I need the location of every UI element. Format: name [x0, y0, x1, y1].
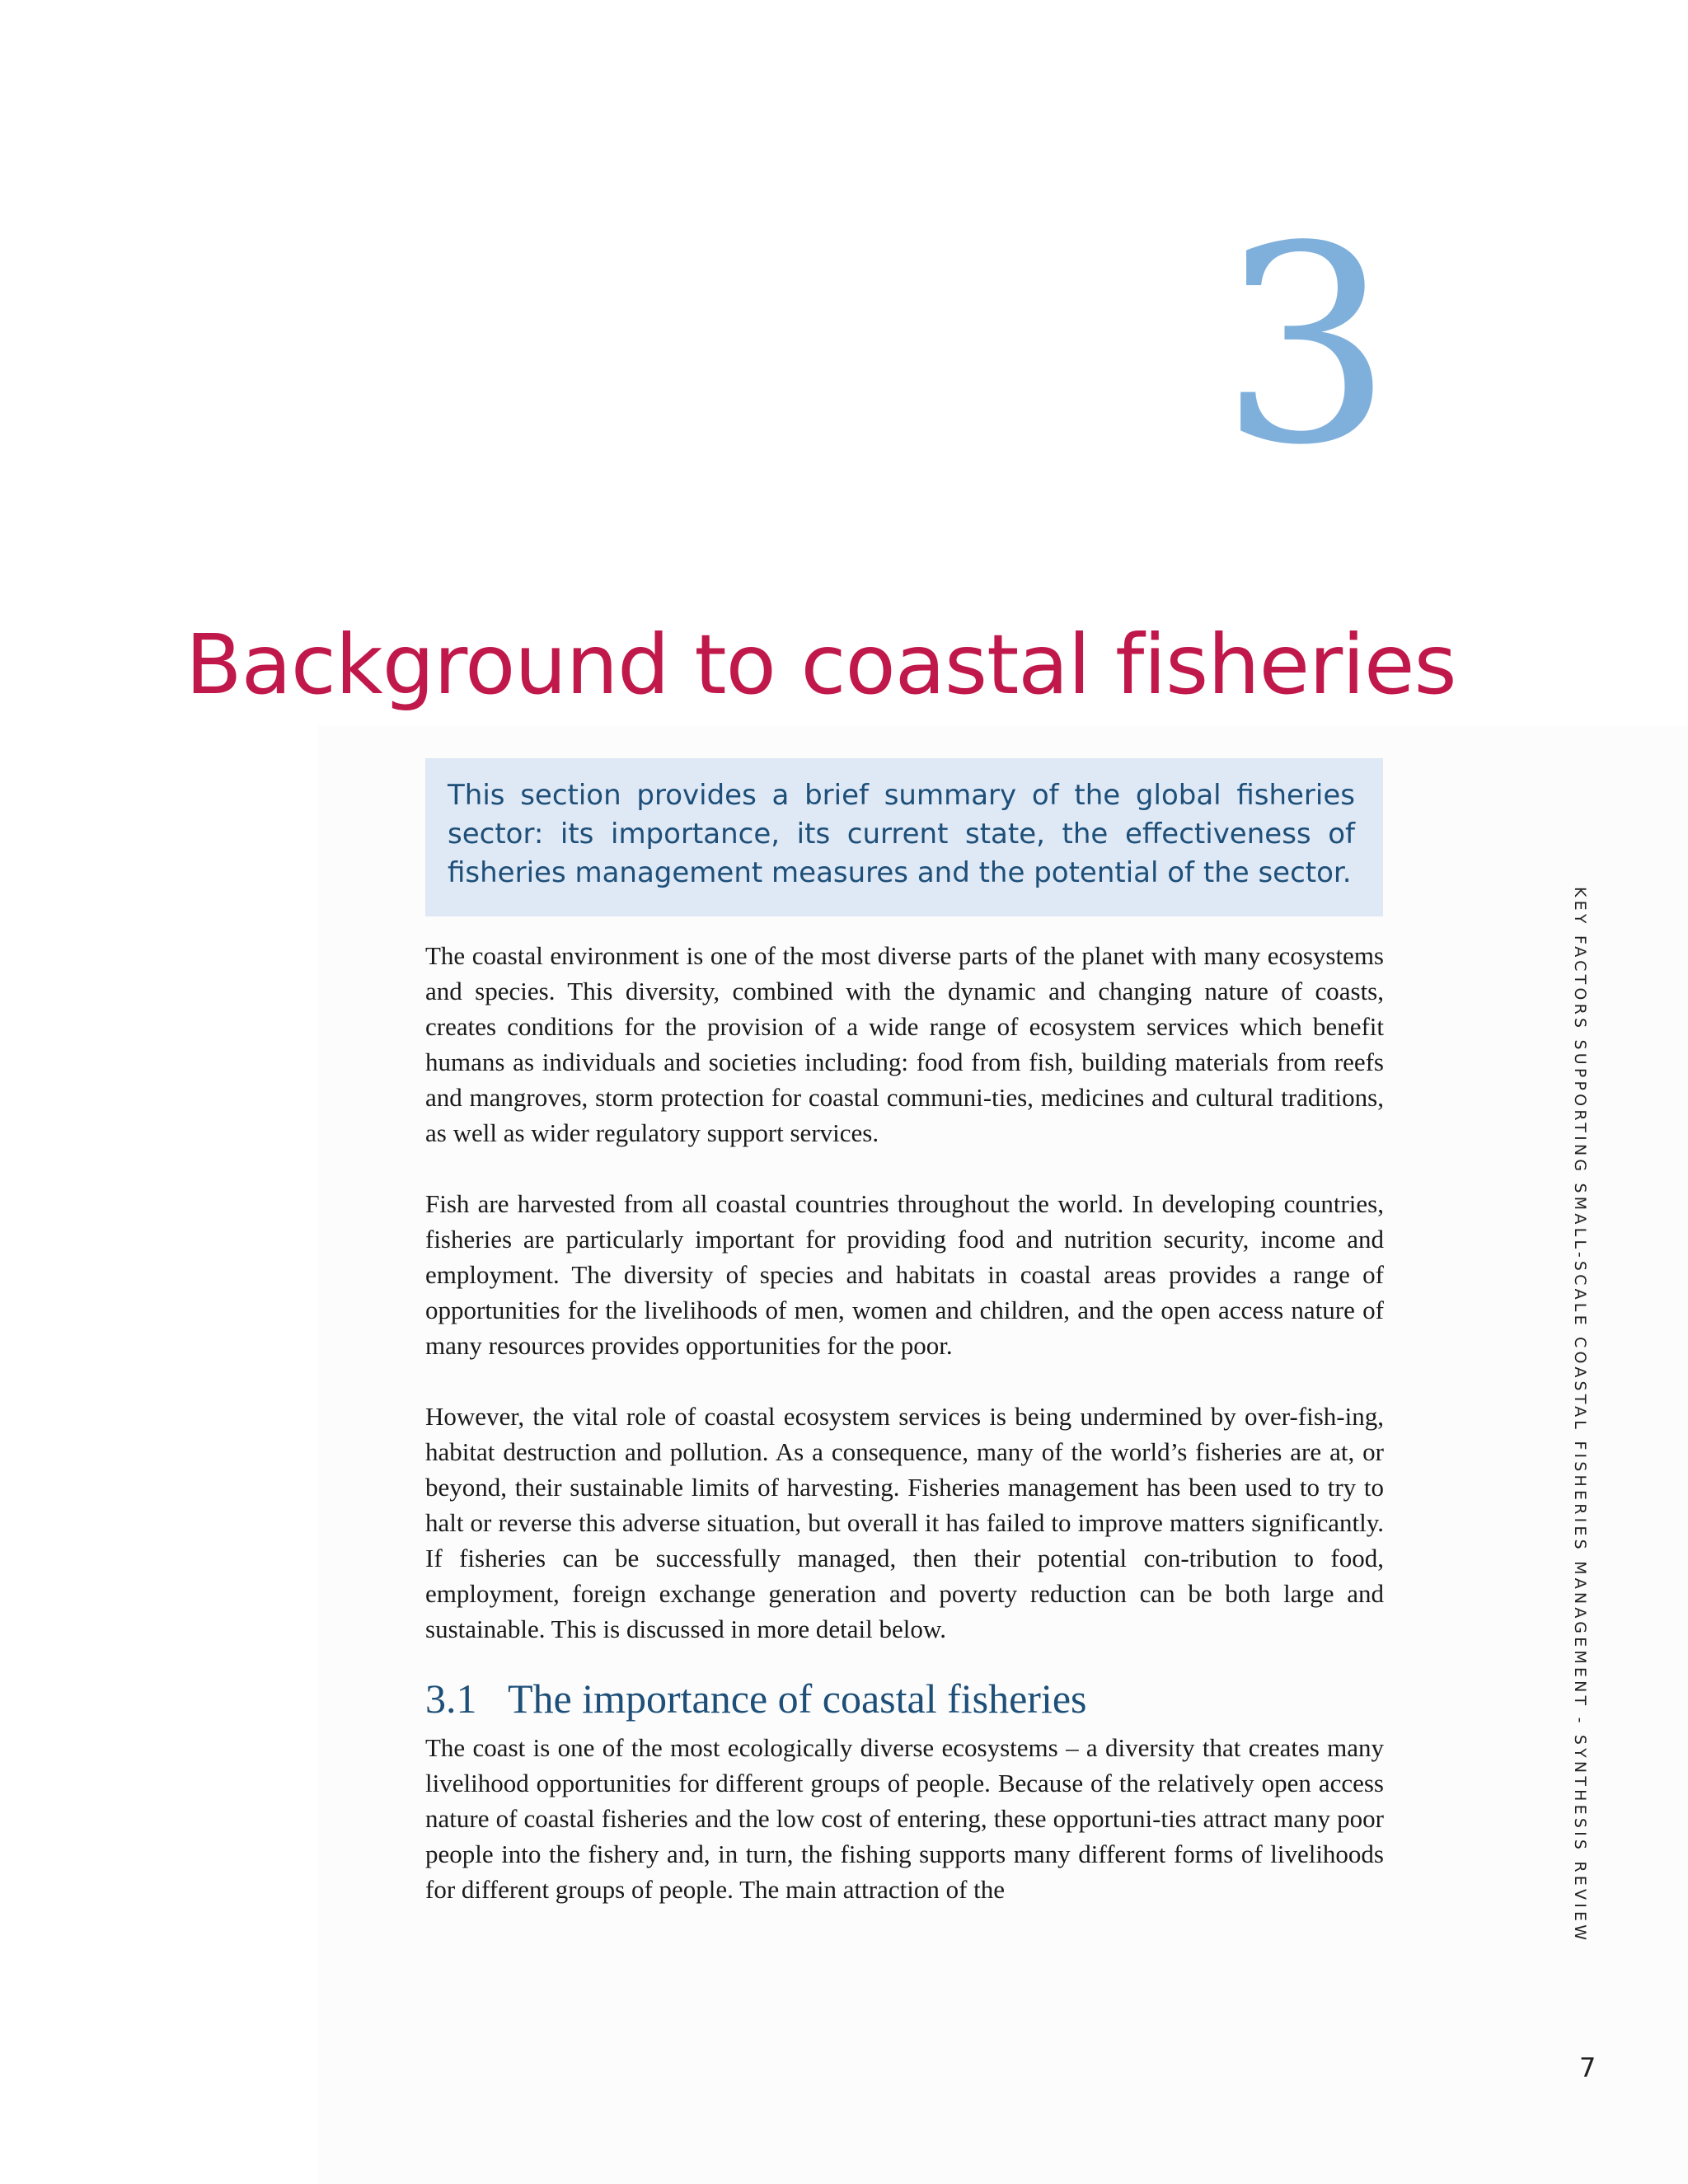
chapter-summary-box — [425, 758, 1383, 916]
section-number: 3.1 — [425, 1675, 477, 1722]
running-title: KEY FACTORS SUPPORTING SMALL-SCALE COASTAL FISHERIES MANAGEMENT - SYNTHESIS REVIEW — [1571, 887, 1589, 1944]
body-text-column — [425, 938, 1384, 1943]
section-title: The importance of coastal fisheries — [508, 1675, 1087, 1722]
section-paragraph: The coast is one of the most ecologically diverse ecosystems – a diversity that creates many livelihood opportunities for different groups of people. Because of the relatively open access nature of coastal fisheries and the low cost of entering, these opportuni-ties attract many poor people into the fishery and, in turn, the fishing supports many different forms of livelihoods for different groups of people. The main attraction of the — [425, 1733, 1384, 1904]
page-number: 7 — [1579, 2052, 1597, 2083]
chapter-number: 3 — [1220, 188, 1393, 504]
chapter-summary-text: This section provides a brief summary of the global fisheries sector: its importance, its current state, the effectiveness of fisheries management measures and the potential of the sector. — [448, 779, 1355, 889]
chapter-title: Background to coastal fisheries — [185, 616, 1456, 713]
body-paragraph: Fish are harvested from all coastal countries throughout the world. In developing countries, fisheries are particularly important for providing food and nutrition security, income and employment. The diversity of species and habitats in coastal areas provides a range of opportunities for the livelihoods of men, women and children, and the open access nature of many resources provides opportunities for the poor. — [425, 1189, 1384, 1360]
body-paragraph: The coastal environment is one of the most diverse parts of the planet with many ecosystems and species. This diversity, combined with the dynamic and changing nature of coasts, creates conditions for the provision of a wide range of ecosystem services which benefit humans as individuals and societies including: food from fish, building materials from reefs and mangroves, storm protection for coastal communi-ties, medicines and cultural traditions, as well as wider regulatory support services. — [425, 941, 1384, 1147]
body-paragraph: However, the vital role of coastal ecosystem services is being undermined by over-fish-ing, habitat destruction and pollution. As a consequence, many of the world’s fisheries are at, or beyond, their sustainable limits of harvesting. Fisheries management has been used to try to halt or reverse this adverse situation, but overall it has failed to improve matters significantly. If fisheries can be successfully managed, then their potential con-tribution to food, employment, foreign exchange generation and poverty reduction can be both large and sustainable. This is discussed in more detail below. — [425, 1402, 1384, 1643]
section-heading — [425, 1672, 1384, 1725]
